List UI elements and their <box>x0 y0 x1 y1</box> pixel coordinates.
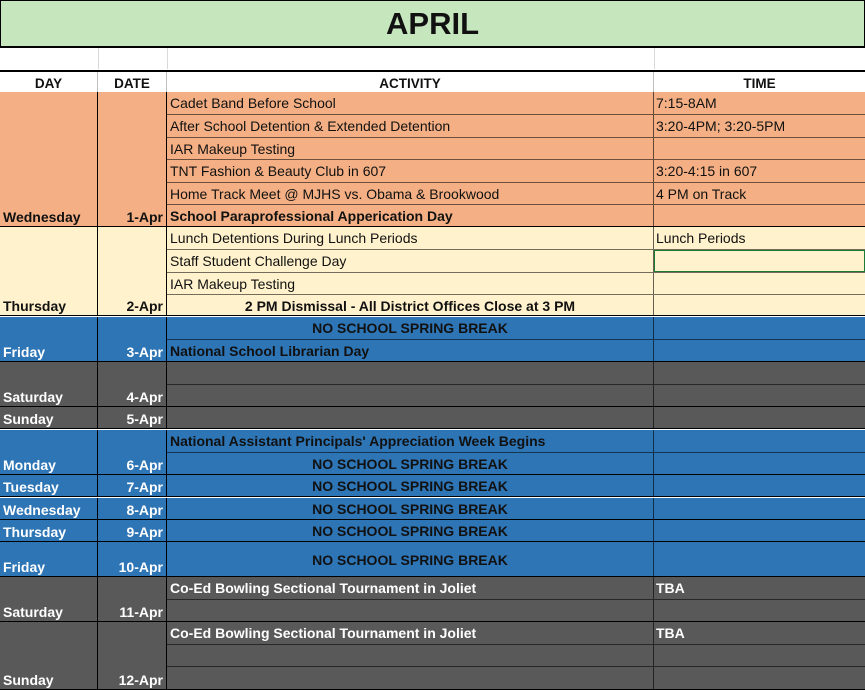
sheet-title[interactable]: APRIL <box>0 0 865 48</box>
activity-cell[interactable]: NO SCHOOL SPRING BREAK <box>167 317 654 339</box>
time-cell[interactable]: 3:20-4PM; 3:20-5PM <box>656 118 786 134</box>
day-group <box>0 542 865 577</box>
time-cell[interactable]: 7:15-8AM <box>656 95 717 111</box>
day-cell[interactable]: Thursday <box>0 520 98 541</box>
activity-cell[interactable]: Co-Ed Bowling Sectional Tournament in Joliet <box>167 622 654 644</box>
table-row <box>167 204 865 227</box>
table-row <box>167 159 865 182</box>
table-row <box>167 114 865 137</box>
table-row <box>167 577 865 599</box>
day-group <box>0 227 865 316</box>
table-row <box>167 92 865 114</box>
time-cell[interactable] <box>654 317 865 339</box>
activity-cell[interactable] <box>167 645 654 666</box>
activity-rows <box>167 542 865 576</box>
time-cell[interactable]: TBA <box>656 625 685 641</box>
day-group <box>0 407 865 429</box>
time-cell[interactable] <box>654 250 865 272</box>
date-cell[interactable]: 6-Apr <box>98 430 167 474</box>
time-cell[interactable] <box>654 340 865 362</box>
activity-cell[interactable]: National School Librarian Day <box>167 340 654 362</box>
table-row <box>167 542 865 577</box>
activity-rows <box>167 92 865 226</box>
table-row <box>167 644 865 666</box>
time-cell[interactable] <box>654 645 865 666</box>
activity-cell[interactable]: NO SCHOOL SPRING BREAK <box>167 520 654 542</box>
time-cell[interactable] <box>654 498 865 520</box>
date-cell[interactable]: 5-Apr <box>98 407 167 428</box>
header-date[interactable]: DATE <box>98 72 167 94</box>
activity-rows <box>167 227 865 315</box>
activity-rows <box>167 430 865 474</box>
date-cell[interactable]: 10-Apr <box>98 542 167 576</box>
activity-cell[interactable]: Lunch Detentions During Lunch Periods <box>167 227 654 249</box>
day-group <box>0 622 865 690</box>
day-cell[interactable]: Wednesday <box>0 498 98 519</box>
time-cell[interactable] <box>654 295 865 316</box>
table-row <box>167 430 865 452</box>
day-cell[interactable]: Sunday <box>0 622 98 689</box>
activity-rows <box>167 317 865 361</box>
activity-rows <box>167 577 865 621</box>
activity-rows <box>167 622 865 689</box>
blank-cell[interactable] <box>167 48 655 69</box>
time-cell[interactable]: 4 PM on Track <box>656 185 747 202</box>
day-group <box>0 577 865 622</box>
activity-cell[interactable]: School Paraprofessional Apperication Day <box>167 205 654 227</box>
day-cell[interactable]: Monday <box>0 430 98 474</box>
day-group <box>0 317 865 362</box>
activity-cell[interactable]: IAR Makeup Testing <box>167 273 654 294</box>
date-cell[interactable]: 4-Apr <box>98 362 167 406</box>
date-cell[interactable]: 7-Apr <box>98 475 167 496</box>
activity-cell[interactable]: Home Track Meet @ MJHS vs. Obama & Brookwood <box>167 183 654 204</box>
table-row <box>167 339 865 362</box>
activity-rows <box>167 407 865 428</box>
time-cell[interactable] <box>654 205 865 227</box>
activity-cell[interactable]: IAR Makeup Testing <box>167 138 654 159</box>
table-row <box>167 317 865 339</box>
day-cell[interactable]: Friday <box>0 542 98 576</box>
blank-cell[interactable] <box>98 48 168 69</box>
table-row <box>167 294 865 316</box>
day-group <box>0 498 865 520</box>
activity-cell[interactable]: NO SCHOOL SPRING BREAK <box>167 542 654 577</box>
day-group <box>0 92 865 227</box>
date-cell[interactable]: 8-Apr <box>98 498 167 519</box>
activity-rows <box>167 520 865 541</box>
header-day[interactable]: DAY <box>0 72 98 94</box>
time-cell[interactable] <box>654 453 865 475</box>
activity-cell[interactable] <box>167 600 654 622</box>
table-row <box>167 227 865 249</box>
day-cell[interactable]: Tuesday <box>0 475 98 496</box>
date-cell[interactable]: 3-Apr <box>98 317 167 361</box>
time-cell[interactable] <box>654 138 865 159</box>
table-row <box>167 498 865 520</box>
activity-cell[interactable] <box>167 667 654 690</box>
table-row <box>167 182 865 204</box>
table-row <box>167 384 865 407</box>
date-cell[interactable]: 9-Apr <box>98 520 167 541</box>
activity-cell[interactable]: NO SCHOOL SPRING BREAK <box>167 453 654 475</box>
table-row <box>167 137 865 159</box>
date-cell[interactable]: 1-Apr <box>98 92 167 226</box>
activity-cell[interactable]: Cadet Band Before School <box>167 92 654 114</box>
day-group <box>0 475 865 497</box>
time-cell[interactable] <box>654 430 865 452</box>
activity-rows <box>167 362 865 406</box>
time-cell[interactable]: TBA <box>656 580 685 596</box>
activity-rows <box>167 498 865 519</box>
time-cell[interactable] <box>654 385 865 407</box>
day-cell[interactable]: Saturday <box>0 577 98 621</box>
time-cell[interactable] <box>654 475 865 497</box>
day-group <box>0 430 865 475</box>
day-cell[interactable]: Sunday <box>0 407 98 428</box>
header-time[interactable]: TIME <box>743 75 776 91</box>
activity-cell[interactable]: NO SCHOOL SPRING BREAK <box>167 498 654 520</box>
activity-cell[interactable]: National Assistant Principals' Appreciation Week Begins <box>167 430 654 452</box>
activity-cell[interactable]: Co-Ed Bowling Sectional Tournament in Joliet <box>167 577 654 599</box>
date-cell[interactable]: 12-Apr <box>98 622 167 689</box>
blank-row <box>0 48 865 69</box>
table-row <box>167 666 865 690</box>
time-cell[interactable]: Lunch Periods <box>656 230 746 246</box>
day-cell[interactable]: Wednesday <box>0 92 98 226</box>
activity-rows <box>167 475 865 496</box>
time-cell[interactable] <box>654 542 865 577</box>
table-row <box>167 599 865 622</box>
blank-cell[interactable] <box>0 48 99 69</box>
time-cell[interactable] <box>654 520 865 542</box>
table-row <box>167 452 865 475</box>
table-row <box>167 407 865 429</box>
table-row <box>167 475 865 497</box>
date-cell[interactable]: 2-Apr <box>98 227 167 315</box>
header-activity[interactable]: ACTIVITY <box>167 72 654 94</box>
time-cell[interactable] <box>654 407 865 429</box>
time-cell[interactable] <box>654 600 865 622</box>
time-cell[interactable] <box>654 667 865 690</box>
activity-cell[interactable] <box>167 385 654 407</box>
table-row <box>167 520 865 542</box>
table-row <box>167 362 865 384</box>
activity-cell[interactable]: Staff Student Challenge Day <box>167 250 654 272</box>
activity-cell[interactable]: TNT Fashion & Beauty Club in 607 <box>167 160 654 182</box>
time-cell[interactable] <box>654 273 865 294</box>
activity-cell[interactable]: NO SCHOOL SPRING BREAK <box>167 475 654 497</box>
activity-cell[interactable] <box>167 362 654 384</box>
time-cell[interactable] <box>654 362 865 384</box>
table-row <box>167 272 865 294</box>
day-group <box>0 520 865 542</box>
table-row <box>167 249 865 272</box>
activity-cell[interactable]: 2 PM Dismissal - All District Offices Close at 3 PM <box>167 295 654 316</box>
time-cell[interactable]: 3:20-4:15 in 607 <box>656 163 758 179</box>
activity-cell[interactable]: After School Detention & Extended Detention <box>167 115 654 137</box>
date-cell[interactable]: 11-Apr <box>98 577 167 621</box>
day-cell[interactable]: Saturday <box>0 362 98 406</box>
day-group <box>0 362 865 407</box>
table-row <box>167 622 865 644</box>
activity-cell[interactable] <box>167 407 654 429</box>
day-cell[interactable]: Thursday <box>0 227 98 315</box>
day-cell[interactable]: Friday <box>0 317 98 361</box>
